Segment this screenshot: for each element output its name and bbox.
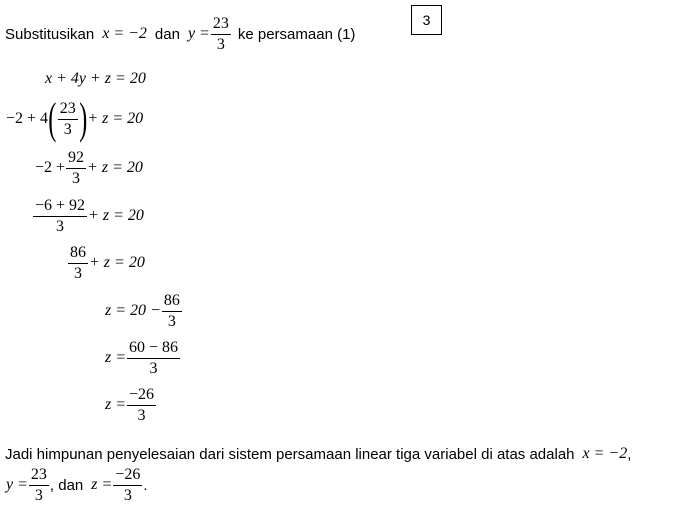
- step-7-numerator: 60 − 86: [129, 338, 179, 356]
- step-7: [105, 338, 181, 378]
- step-3-lhs: −2 +: [35, 159, 66, 176]
- step-4-denominator: 3: [56, 217, 65, 235]
- step-8-numerator: −26: [129, 385, 155, 403]
- step-7-denominator: 3: [149, 359, 158, 377]
- intro-dan: dan: [154, 25, 180, 43]
- step-2-rhs: + z = 20: [87, 110, 144, 127]
- step-8-fraction: [127, 387, 156, 424]
- conclusion-line-1: [5, 443, 631, 465]
- intro-ke-persamaan: ke persamaan (1): [237, 25, 356, 43]
- conclusion-z-lhs: z =: [91, 476, 113, 493]
- right-paren: ): [79, 94, 88, 143]
- step-2-lhs: −2 + 4: [6, 110, 49, 127]
- conclusion-y-denominator: 3: [34, 486, 43, 504]
- step-5: [67, 243, 145, 283]
- intro-y-denominator: 3: [216, 35, 225, 53]
- conclusion-dan: , dan: [49, 476, 84, 494]
- intro-y-fraction: [211, 16, 231, 53]
- step-8: [105, 385, 157, 425]
- conclusion-period: .: [143, 476, 148, 494]
- step-5-rhs: + z = 20: [89, 254, 145, 271]
- step-number-box: 3: [411, 5, 442, 35]
- step-7-fraction: [127, 340, 180, 377]
- conclusion-text: Jadi himpunan penyelesaian dari sistem persamaan linear tiga variabel di atas adalah: [5, 445, 575, 463]
- step-4-rhs: + z = 20: [88, 207, 144, 224]
- step-3-denominator: 3: [72, 169, 81, 187]
- step-2: [6, 96, 143, 142]
- step-8-denominator: 3: [137, 406, 146, 424]
- step-5-numerator: 86: [70, 243, 86, 261]
- step-3-rhs: + z = 20: [87, 159, 143, 176]
- step-3-fraction: [66, 150, 86, 187]
- intro-y-lhs: y =: [187, 25, 210, 42]
- step-6-fraction: [162, 293, 182, 330]
- step-3: [35, 148, 143, 188]
- conclusion-line-2: [6, 466, 148, 504]
- step-4: [32, 196, 144, 236]
- conclusion-x-equation: x = −2: [582, 445, 628, 462]
- step-3-numerator: 92: [68, 148, 85, 166]
- step-1-equation: x + 4y + z = 20: [45, 70, 146, 87]
- step-6-numerator: 86: [163, 291, 180, 309]
- conclusion-z-fraction: [113, 467, 142, 504]
- step-2-numerator: 23: [59, 99, 76, 117]
- step-1: [45, 68, 146, 90]
- conclusion-y-numerator: 23: [30, 465, 47, 483]
- step-6-denominator: 3: [167, 312, 176, 330]
- conclusion-comma: ,: [627, 445, 632, 463]
- left-paren: (: [48, 94, 57, 143]
- step-2-denominator: 3: [63, 120, 72, 138]
- conclusion-y-fraction: [29, 467, 49, 504]
- intro-line: [5, 16, 355, 52]
- intro-substitusikan: Substitusikan: [5, 25, 95, 43]
- step-7-lhs: z =: [105, 349, 127, 366]
- step-5-denominator: 3: [74, 264, 82, 282]
- conclusion-z-numerator: −26: [115, 465, 141, 483]
- intro-y-numerator: 23: [212, 14, 229, 32]
- conclusion-z-denominator: 3: [123, 486, 132, 504]
- step-4-numerator: −6 + 92: [35, 196, 86, 214]
- step-5-fraction: [68, 245, 88, 282]
- conclusion-y-lhs: y =: [6, 476, 28, 493]
- step-6-lhs: z = 20 −: [105, 302, 161, 319]
- intro-x-equation: x = −2: [102, 25, 147, 42]
- step-2-fraction: [58, 101, 78, 138]
- step-6: [105, 291, 183, 331]
- step-4-fraction: [33, 198, 87, 235]
- step-8-lhs: z =: [105, 396, 127, 413]
